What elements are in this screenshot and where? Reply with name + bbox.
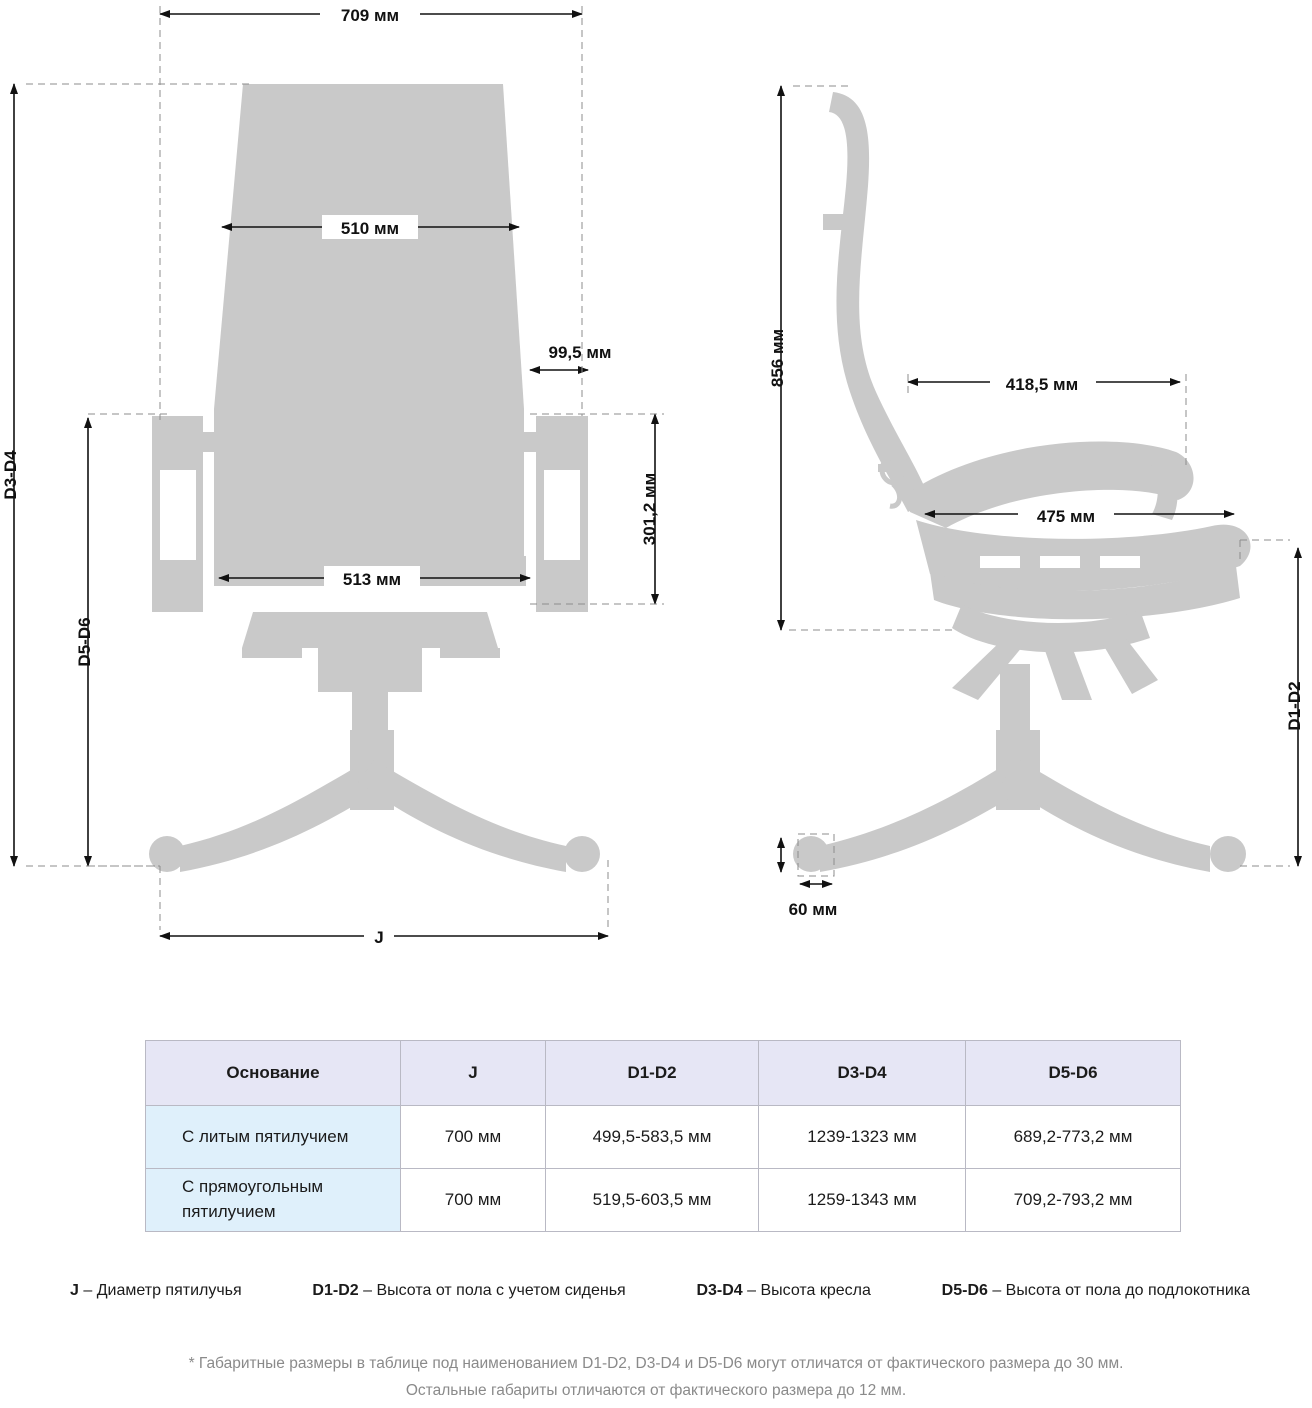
table-cell-base: С прямоугольным пятилучием bbox=[146, 1169, 401, 1232]
table-cell-d1-d2: 499,5-583,5 мм bbox=[546, 1106, 759, 1169]
dim-width-overall: 709 мм bbox=[340, 6, 400, 25]
legend-item-d3-d4 bbox=[696, 1282, 870, 1300]
legend bbox=[70, 1282, 1250, 1300]
table-header-d1-d2: D1-D2 bbox=[546, 1041, 759, 1106]
table-cell-d3-d4: 1239-1323 мм bbox=[759, 1106, 966, 1169]
table-header-row bbox=[146, 1041, 1181, 1106]
label-j: J bbox=[374, 928, 384, 947]
footnote-line-1: * Габаритные размеры в таблице под наименованием D1-D2, D3-D4 и D5-D6 могут отличатся от фактического размера до 30 мм. bbox=[188, 1355, 1124, 1372]
table-row bbox=[146, 1106, 1181, 1169]
legend-key-d5-d6: D5-D6 bbox=[941, 1282, 988, 1299]
specs-table bbox=[145, 1040, 1181, 1232]
dim-backrest-width: 510 мм bbox=[340, 219, 400, 238]
side-view-chair bbox=[793, 92, 1251, 872]
legend-key-d1-d2: D1-D2 bbox=[312, 1282, 359, 1299]
specs-table-wrapper bbox=[145, 1040, 1180, 1232]
table-header-j: J bbox=[401, 1041, 546, 1106]
table-cell-base: С литым пятилучием bbox=[146, 1106, 401, 1169]
dim-seat-width: 513 мм bbox=[342, 570, 402, 589]
dim-seat-depth-upper: 418,5 мм bbox=[1005, 375, 1079, 394]
table-cell-d3-d4: 1259-1343 мм bbox=[759, 1169, 966, 1232]
table-cell-d5-d6: 689,2-773,2 мм bbox=[966, 1106, 1181, 1169]
dim-seat-depth-lower: 475 мм bbox=[1036, 507, 1096, 526]
table-cell-j: 700 мм bbox=[401, 1169, 546, 1232]
table-cell-d1-d2: 519,5-603,5 мм bbox=[546, 1169, 759, 1232]
dim-armrest-height: 301,2 мм bbox=[640, 472, 659, 546]
front-view-chair bbox=[149, 84, 600, 872]
table-header-base: Основание bbox=[146, 1041, 401, 1106]
legend-item-d1-d2 bbox=[312, 1282, 625, 1300]
dim-armrest-offset: 99,5 мм bbox=[548, 343, 612, 362]
dim-back-height: 856 мм bbox=[768, 328, 787, 388]
label-d1-d2: D1-D2 bbox=[1285, 681, 1304, 731]
label-d5-d6: D5-D6 bbox=[75, 617, 94, 667]
table-header-d3-d4: D3-D4 bbox=[759, 1041, 966, 1106]
legend-text-d1-d2: – Высота от пола с учетом сиденья bbox=[358, 1282, 626, 1299]
legend-key-j: J bbox=[70, 1282, 79, 1299]
footnote bbox=[0, 1350, 1312, 1404]
legend-text-j: – Диаметр пятилучья bbox=[78, 1282, 242, 1299]
legend-text-d5-d6: – Высота от пола до подлокотника bbox=[987, 1282, 1250, 1299]
table-header-d5-d6: D5-D6 bbox=[966, 1041, 1181, 1106]
legend-item-d5-d6 bbox=[942, 1282, 1250, 1300]
dim-caster: 60 мм bbox=[788, 900, 838, 919]
legend-item-j bbox=[70, 1282, 242, 1300]
table-row bbox=[146, 1169, 1181, 1232]
legend-key-d3-d4: D3-D4 bbox=[696, 1282, 743, 1299]
footnote-line-2: Остальные габариты отличаются от фактического размера до 12 мм. bbox=[405, 1382, 907, 1400]
legend-text-d3-d4: – Высота кресла bbox=[742, 1282, 871, 1299]
label-d3-d4: D3-D4 bbox=[1, 450, 20, 500]
table-cell-d5-d6: 709,2-793,2 мм bbox=[966, 1169, 1181, 1232]
table-cell-j: 700 мм bbox=[401, 1106, 546, 1169]
